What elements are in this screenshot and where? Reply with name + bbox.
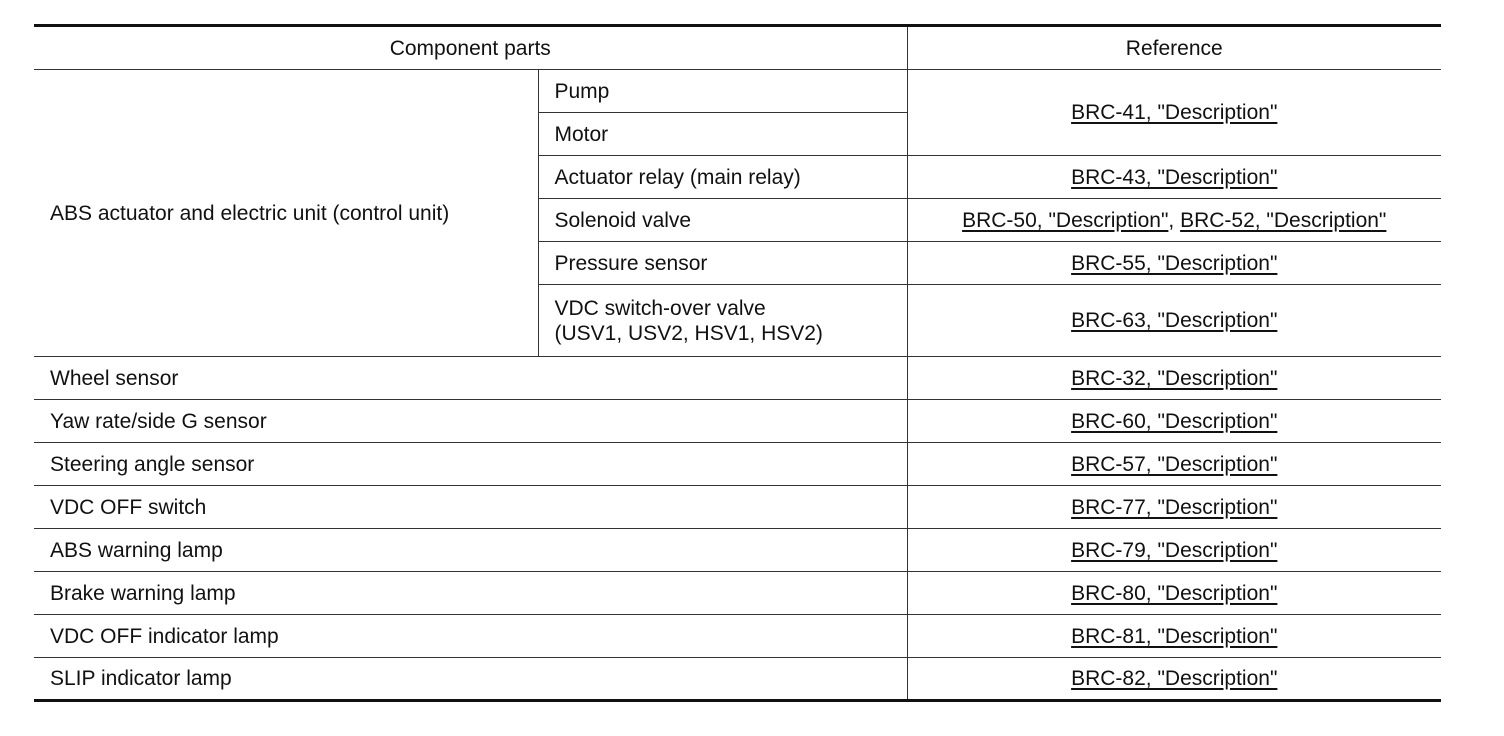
reference-link[interactable]: BRC-32, "Description": [1071, 366, 1278, 390]
component-name: VDC OFF indicator lamp: [34, 615, 907, 658]
component-name: Yaw rate/side G sensor: [34, 400, 907, 443]
reference-link[interactable]: BRC-50, "Description": [962, 208, 1169, 232]
reference-link[interactable]: BRC-79, "Description": [1071, 538, 1278, 562]
reference-link[interactable]: BRC-77, "Description": [1071, 495, 1278, 519]
reference-link[interactable]: BRC-55, "Description": [1071, 251, 1278, 275]
reference-link[interactable]: BRC-82, "Description": [1071, 667, 1278, 690]
reference-link[interactable]: BRC-52, "Description": [1180, 208, 1387, 232]
reference-cell: [907, 486, 1441, 529]
reference-link[interactable]: BRC-60, "Description": [1071, 409, 1278, 433]
reference-link[interactable]: BRC-63, "Description": [1071, 309, 1278, 332]
part-motor: Motor: [538, 113, 907, 156]
reference-cell: [907, 529, 1441, 572]
component-name: SLIP indicator lamp: [34, 658, 907, 701]
header-reference: Reference: [907, 26, 1441, 70]
table-row: [34, 572, 1441, 615]
reference-link[interactable]: BRC-43, "Description": [1071, 165, 1278, 189]
part-pump: Pump: [538, 70, 907, 113]
reference-cell: [907, 443, 1441, 486]
part-solenoid-valve: Solenoid valve: [538, 199, 907, 242]
component-name: Steering angle sensor: [34, 443, 907, 486]
reference-cell: [907, 285, 1441, 357]
reference-cell: [907, 199, 1441, 242]
component-name: ABS warning lamp: [34, 529, 907, 572]
table-row: [34, 658, 1441, 701]
header-component-parts: Component parts: [34, 26, 907, 70]
component-reference-table: [34, 24, 1441, 702]
reference-cell: [907, 658, 1441, 701]
reference-cell: [907, 357, 1441, 400]
reference-link[interactable]: BRC-80, "Description": [1071, 581, 1278, 605]
table-row: [34, 400, 1441, 443]
part-vdc-switch-over-valve: [538, 285, 907, 357]
table-row: [34, 357, 1441, 400]
reference-cell: [907, 572, 1441, 615]
reference-link[interactable]: BRC-41, "Description": [1071, 101, 1278, 124]
reference-link[interactable]: BRC-81, "Description": [1071, 624, 1278, 648]
table-row: [34, 615, 1441, 658]
reference-cell: [907, 156, 1441, 199]
part-pressure-sensor: Pressure sensor: [538, 242, 907, 285]
component-name: Brake warning lamp: [34, 572, 907, 615]
component-name: Wheel sensor: [34, 357, 907, 400]
table-row: [34, 486, 1441, 529]
reference-cell: [907, 400, 1441, 443]
reference-link[interactable]: BRC-57, "Description": [1071, 452, 1278, 476]
part-actuator-relay: Actuator relay (main relay): [538, 156, 907, 199]
abs-unit-label: ABS actuator and electric unit (control unit): [34, 70, 538, 357]
part-name-line-1: VDC switch-over valve: [554, 296, 766, 320]
component-name: VDC OFF switch: [34, 486, 907, 529]
reference-cell-pump-motor: [907, 70, 1441, 156]
part-name-line-2: (USV1, USV2, HSV1, HSV2): [554, 321, 823, 345]
table-row: [34, 529, 1441, 572]
table-row: [34, 443, 1441, 486]
reference-cell: [907, 242, 1441, 285]
reference-separator: ,: [1168, 208, 1181, 232]
reference-cell: [907, 615, 1441, 658]
